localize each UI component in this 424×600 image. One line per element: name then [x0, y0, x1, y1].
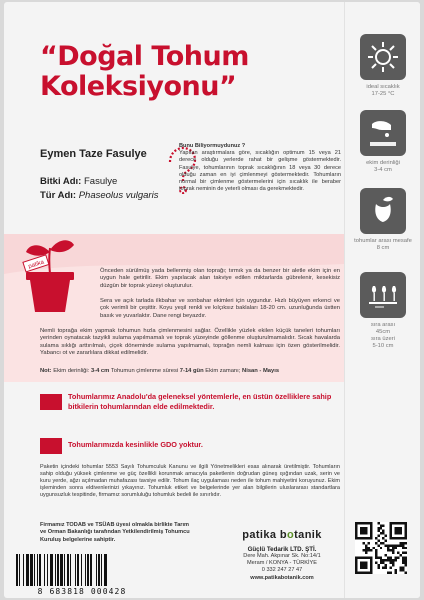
- qr-module: [370, 549, 372, 551]
- qr-module: [375, 554, 377, 556]
- qr-module: [387, 544, 389, 546]
- row-spacing-label: sıra arası: [370, 322, 396, 328]
- species-value: Phaseolus vulgaris: [78, 190, 159, 201]
- qr-module: [405, 562, 407, 564]
- qr-module: [402, 547, 404, 549]
- qr-module: [380, 532, 382, 534]
- certificate-text: Firmamız TODAB ve TSÜAB üyesi olmakla birlikte Tarım ve Orman Bakanlığı tarafından Yetkilendirilmiş Tohumcu Kuruluş belgelerine sahiptir.: [40, 522, 190, 543]
- legal-text: Paketin içindeki tohumlar 5553 Sayılı Tohumculuk Kanunu ve ilgili Yönetmelikleri esas alınarak üretilmiştir. Tohumların sahip olduğu yüksek çimlenme ve güç özellikli korunmak amacıyla paketlenin doğrudan güneş ışığından uzak, serin ve kuru yerde, ağzı açılmadan muhafazası tavsiye edilir. Tohum ilaç uygulaması neden ile tohum mahiyetini koruyunuz. Ekim işleminden sonra eldivenlerinizi yıkayınız. Tohumluk etiket ve belgelerinde yer alan bilgilerin uluslararası standartlara uygunsuzluk tespitinde, firmamız sorumluluğu tohumluk bedeli ile sınırlıdır.: [40, 464, 340, 498]
- barcode-bars: [16, 554, 148, 586]
- qr-module: [380, 542, 382, 544]
- qr-module: [402, 562, 404, 564]
- seedling-icon: [366, 194, 400, 228]
- qr-module: [397, 557, 399, 559]
- temperature-tile: [360, 34, 406, 80]
- qr-module: [380, 557, 382, 559]
- qr-module: [390, 557, 392, 559]
- qr-module: [405, 557, 407, 559]
- temperature-info: [345, 34, 420, 98]
- temperature-label: ideal sıcaklık: [366, 84, 400, 90]
- qr-module: [377, 564, 379, 566]
- plant-name-row: [40, 175, 158, 189]
- qr-module: [402, 567, 404, 569]
- qr-module: [380, 547, 382, 549]
- qr-module: [382, 529, 384, 531]
- plant-name-value: Fasulye: [83, 176, 118, 187]
- phone: 0 332 247 27 47: [261, 567, 303, 574]
- depth-side-value: 3-4 cm: [374, 167, 392, 173]
- qr-module: [377, 557, 379, 559]
- qr-module: [375, 542, 377, 544]
- qr-module: [375, 557, 377, 559]
- depth-label-block: [345, 160, 420, 174]
- qr-module: [382, 542, 384, 544]
- spacing-info: [345, 188, 420, 252]
- did-you-know-title: Bunu Biliyormuydunuz ?: [179, 143, 246, 149]
- qr-module: [372, 547, 374, 549]
- germination-value: 7-14 gün: [179, 368, 204, 374]
- qr-module: [377, 539, 379, 541]
- qr-module: [380, 562, 382, 564]
- qr-module: [405, 572, 407, 574]
- qr-module: [395, 557, 397, 559]
- qr-module: [392, 562, 394, 564]
- qr-module: [365, 544, 367, 546]
- qr-module: [377, 529, 379, 531]
- company-name: Güçlü Tedarik LTD. ŞTİ.: [247, 546, 317, 553]
- qr-module: [385, 539, 387, 541]
- tradition-text: Tohumlarımız Anadolu'da geleneksel yöntemlerle, en üstün özelliklere sahip bitkilerin tohumlarından elde edilmektedir.: [68, 392, 332, 411]
- brand-logo-accent: o: [286, 529, 295, 541]
- qr-module: [390, 544, 392, 546]
- qr-module: [400, 544, 402, 546]
- barcode-number: 8 683818 000428: [37, 587, 127, 596]
- qr-module: [390, 562, 392, 564]
- sowing-time-value: Nisan - Mayıs: [242, 368, 280, 374]
- planting-note: [40, 368, 340, 375]
- qr-module: [377, 544, 379, 546]
- qr-module: [375, 562, 377, 564]
- species-row: [40, 189, 158, 203]
- qr-module: [385, 544, 387, 546]
- qr-module: [402, 552, 404, 554]
- pot-sprout-illustration: [20, 234, 80, 314]
- barcode-space: [107, 554, 108, 586]
- qr-module: [375, 552, 377, 554]
- qr-module: [367, 547, 369, 549]
- qr-module: [400, 567, 402, 569]
- qr-module: [362, 542, 364, 544]
- watering-text: Nemli toprağa ekim yapmak tohumun hızla çimlenmesini sağlar. Özellikle yüzlek ekilen küçük taneleri tohumları yerinden oynatacak tazyikli sulama yapılmamalı ve toprak yüzeyinde göllenme oluşturulmamalıdır. Sıcak havalarda sulama sıklığı arttırılmalı, çiçek döneminde sulama yapılmamalı, toprağın nemli kalması için özen gösterilmelidir. Yabancı ot ve zararlılara dikkat edilmelidir.: [40, 328, 340, 357]
- depth-label: Ekim derinliği:: [53, 368, 90, 374]
- qr-module: [367, 549, 369, 551]
- qr-module: [387, 559, 389, 561]
- qr-module: [400, 569, 402, 571]
- qr-module: [395, 547, 397, 549]
- depth-side-label: ekim derinliği: [366, 160, 400, 166]
- depth-info: [345, 110, 420, 174]
- spacing-label-block: [345, 238, 420, 252]
- seed-packet-back: [4, 2, 420, 598]
- brand-logo-part1: patika b: [242, 529, 287, 541]
- hand-seed-icon: [366, 116, 400, 150]
- qr-module: [382, 562, 384, 564]
- in-row-spacing-value: 5-10 cm: [372, 343, 394, 349]
- qr-module: [390, 572, 392, 574]
- row-spacing-tile: [360, 272, 406, 318]
- barcode: [12, 554, 152, 596]
- qr-module: [387, 572, 389, 574]
- qr-module: [365, 549, 367, 551]
- qr-module: [377, 534, 379, 536]
- qr-module: [405, 559, 407, 561]
- qr-module: [365, 552, 367, 554]
- spacing-value: 8 cm: [376, 245, 390, 251]
- qr-module: [365, 547, 367, 549]
- qr-module: [380, 527, 382, 529]
- qr-module: [382, 537, 384, 539]
- qr-module: [405, 547, 407, 549]
- red-marker: [40, 438, 62, 454]
- tradition-highlight: [40, 392, 340, 419]
- germination-label: Tohumun çimlenme süresi: [110, 368, 179, 374]
- qr-module: [392, 547, 394, 549]
- qr-module: [385, 564, 387, 566]
- qr-module: [392, 552, 394, 554]
- qr-module: [397, 552, 399, 554]
- in-row-spacing-label: sıra üzeri: [371, 336, 395, 342]
- brand-logo: [222, 529, 342, 541]
- soil-preparation-text: Önceden sürülmüş yada bellenmiş olan toprağı; tırmık ya da benzer bir aletle ekim için en uygun hale getirilir. Ekim yapılacak alan takviye edilen miktarlarda gübrelenir, kesekisiz düzgün bir toprak yüzeyi oluşturulur.: [100, 268, 340, 289]
- qr-module: [395, 572, 397, 574]
- qr-module: [400, 542, 402, 544]
- qr-module: [405, 552, 407, 554]
- row-spacing-value: 45cm: [375, 329, 391, 335]
- qr-module: [402, 559, 404, 561]
- did-you-know-box: [179, 143, 341, 193]
- variety-name: Eymen Taze Fasulye: [40, 148, 147, 160]
- qr-module: [377, 527, 379, 529]
- qr-module: [402, 557, 404, 559]
- qr-module: [385, 554, 387, 556]
- qr-module: [402, 544, 404, 546]
- brand-logo-part2: tanik: [294, 529, 322, 541]
- spacing-tile: [360, 188, 406, 234]
- qr-module: [402, 569, 404, 571]
- qr-module: [385, 567, 387, 569]
- qr-module: [390, 559, 392, 561]
- red-marker: [40, 394, 62, 410]
- plant-name-label: Bitki Adı:: [40, 176, 82, 187]
- qr-module: [387, 557, 389, 559]
- note-label: Not:: [40, 368, 52, 374]
- qr-module: [402, 542, 404, 544]
- qr-module: [375, 537, 377, 539]
- row-spacing-label-block: [345, 322, 420, 350]
- qr-module: [377, 567, 379, 569]
- qr-module: [392, 564, 394, 566]
- qr-module: [400, 554, 402, 556]
- qr-module: [395, 569, 397, 571]
- pot-label: patika: [27, 259, 45, 271]
- collection-title: “Doğal Tohum Koleksiyonu”: [40, 41, 249, 102]
- species-label: Tür Adı:: [40, 190, 77, 201]
- qr-module: [385, 559, 387, 561]
- qr-module: [392, 544, 394, 546]
- qr-module: [380, 559, 382, 561]
- qr-module: [395, 527, 402, 534]
- growing-info-sidebar: [344, 2, 420, 598]
- gmo-free-text: Tohumlarımızda kesinlikle GDO yoktur.: [68, 440, 203, 449]
- plant-info: [40, 175, 158, 203]
- qr-module: [382, 524, 384, 526]
- qr-module: [392, 549, 394, 551]
- temperature-value: 17-25 °C: [371, 91, 395, 97]
- qr-code-icon: [355, 522, 407, 574]
- qr-module: [377, 522, 379, 524]
- qr-module: [405, 542, 407, 544]
- address-line-1: Dere Mah. Akpınar Sk. No:14/1: [243, 553, 321, 559]
- highlight-row: [40, 392, 340, 411]
- website: www.patikabotanik.com: [250, 574, 314, 581]
- qr-module: [382, 559, 384, 561]
- row-spacing-info: [345, 272, 420, 350]
- qr-module: [375, 549, 377, 551]
- packet-main-panel: [4, 2, 344, 598]
- highlight-row: [40, 436, 340, 450]
- sowing-time-label: Ekim zamanı;: [205, 368, 241, 374]
- qr-module: [382, 567, 384, 569]
- qr-module: [387, 547, 389, 549]
- qr-module: [367, 542, 369, 544]
- qr-module: [392, 559, 394, 561]
- spacing-label: tohumlar arası mesafe: [354, 238, 412, 244]
- qr-module: [382, 532, 384, 534]
- rows-icon: [366, 278, 400, 312]
- qr-module: [395, 544, 397, 546]
- brand-block: [222, 529, 342, 582]
- address-line-2: Meram / KONYA - TÜRKİYE: [246, 560, 318, 567]
- qr-module: [405, 564, 407, 566]
- depth-value: 3-4 cm: [90, 368, 110, 374]
- qr-module: [362, 549, 364, 551]
- variety-description-text: Sera ve açık tarlada ilkbahar ve sonbahar ekimleri için uygundur. Hızlı büyüyen erkenci ve çok verimli bir çeşittir. Koyu yeşil renkli ve kılçıksız baklaları 18-20 cm. uzunluğunda üstten basık ve yuvarlaktır. Dane rengi beyazdır.: [100, 298, 340, 319]
- qr-module: [387, 549, 389, 551]
- did-you-know-text: Yapılan araştırmalara göre, sıcaklığın optimum 15 veya 21 derece olduğu yerlerde rahat bir gelişme göstermektedir. Fasulye, tohumlarının toprak sıcaklığının 18 veya 30 derece olduğu zaman en iyi çimlenmeyi göstermektedir. Tohumların normal bir çimlenme göstermelerini için sıcaklık ile beraber toprak neminin de yeterli olması da gerekmektedir.: [179, 150, 341, 193]
- sun-icon: [366, 40, 400, 74]
- depth-tile: [360, 110, 406, 156]
- qr-module: [360, 527, 367, 534]
- gmo-free-highlight: [40, 436, 340, 458]
- qr-module: [380, 524, 382, 526]
- qr-module: [385, 534, 387, 536]
- qr-module: [390, 567, 392, 569]
- qr-module: [390, 549, 392, 551]
- qr-module: [395, 559, 397, 561]
- qr-module: [360, 562, 367, 569]
- temperature-label-block: [345, 84, 420, 98]
- qr-module: [397, 544, 399, 546]
